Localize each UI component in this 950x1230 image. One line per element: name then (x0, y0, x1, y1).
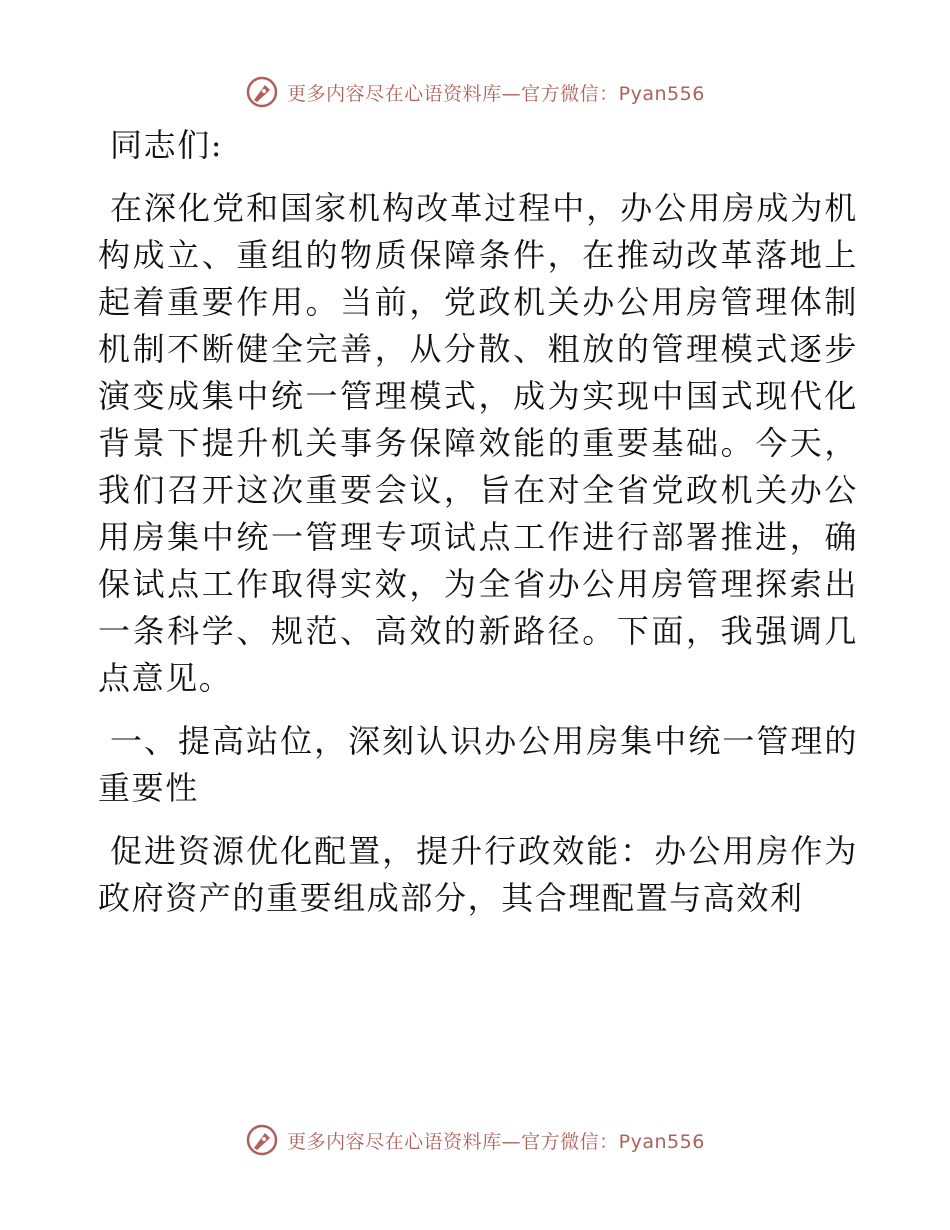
pen-nib-circle-icon (245, 1123, 279, 1157)
salutation: 同志们: (110, 126, 224, 164)
watermark-text: 更多内容尽在心语资料库—官方微信：Pyan556 (287, 1130, 705, 1153)
section-heading-1: 一、提高站位，深刻认识办公用房集中统一管理的重要性 (98, 722, 858, 807)
document-body (98, 122, 858, 938)
pen-nib-circle-icon (245, 75, 279, 109)
paragraph-section-1: 促进资源优化配置，提升行政效能：办公用房作为政府资产的重要组成部分，其合理配置与高效利 (98, 832, 858, 917)
watermark-header (0, 70, 950, 114)
watermark-text: 更多内容尽在心语资料库—官方微信：Pyan556 (287, 82, 705, 105)
watermark-footer (0, 1118, 950, 1162)
paragraph-intro: 在深化党和国家机构改革过程中，办公用房成为机构成立、重组的物质保障条件，在推动改革落地上起着重要作用。当前，党政机关办公用房管理体制机制不断健全完善，从分散、粗放的管理模式逐步演变成集中统一管理模式，成为实现中国式现代化背景下提升机关事务保障效能的重要基础。今天，我们召开这次重要会议，旨在对全省党政机关办公用房集中统一管理专项试点工作进行部署推进，确保试点工作取得实效，为全省办公用房管理探索出一条科学、规范、高效的新路径。下面，我强调几点意见。 (98, 189, 858, 697)
